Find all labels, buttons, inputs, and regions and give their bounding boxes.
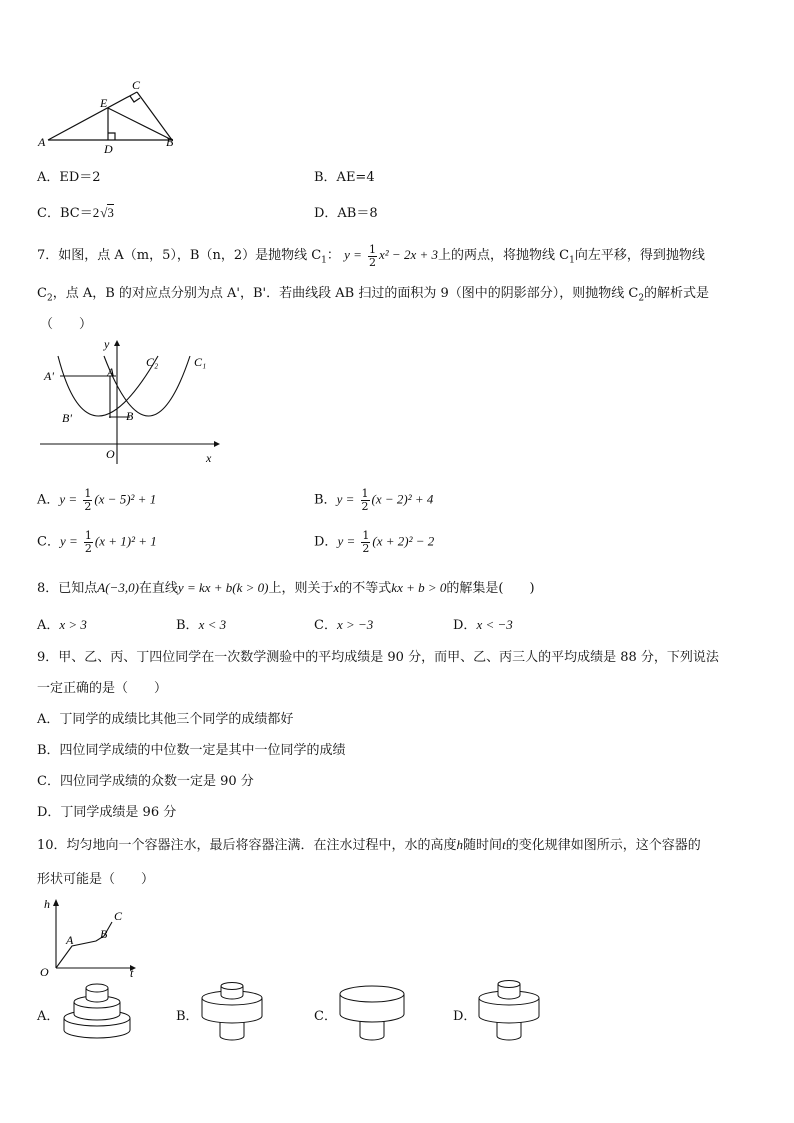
water-level-graph — [36, 896, 141, 978]
q8-option-a[interactable]: A．x > 3 — [37, 617, 87, 633]
q8-stem: 8．已知点A(−3,0)在直线y = kx + b(k > 0)上，则关于x的不等式kx + b > 0的解集是( ) — [37, 580, 535, 596]
q8-option-d[interactable]: D．x < −3 — [453, 617, 513, 633]
q7-paren: （ ） — [40, 317, 93, 332]
q10-option-b[interactable]: B． — [176, 1009, 199, 1024]
q7-half-fraction: $\frac{1}{2}$ — [369, 242, 376, 269]
q10-point-a: A — [66, 933, 74, 947]
q10-option-c[interactable]: C． — [314, 1009, 337, 1024]
q7-origin: O — [106, 447, 115, 461]
q10-axis-t: t — [130, 966, 134, 978]
q6-option-c-value: 2 — [92, 205, 100, 220]
q7-stem-line2: $C_2$，点 A，B 的对应点分别为点 A'，B'．若曲线段 AB 扫过的面积为 9（图中的阴影部分），则抛物线 $C_2$的解析式是 — [37, 286, 710, 304]
q8-option-c[interactable]: C．x > −3 — [314, 617, 374, 633]
label-a: A — [38, 135, 46, 149]
container-b-icon — [200, 982, 265, 1044]
label-e: E — [100, 96, 108, 110]
q7-eq-rest: x² − 2x + 3 — [379, 247, 438, 262]
q7-axis-y: y — [104, 338, 110, 351]
q9-stem-line1: 9．甲、乙、丙、丁四位同学在一次数学测验中的平均成绩是 90 分，而甲、乙、丙三人的平均成绩是 88 分，下列说法 — [37, 650, 719, 665]
parabola-figure — [38, 338, 223, 466]
q7-label-c2: C₂ — [146, 355, 159, 369]
q7-stem-line1: 7．如图，点 A（m，5），B（n，2）是抛物线 $C_1$： y = $\frac{1}{2}$ x² − 2x + 3上的两点，将抛物线 $C_1$向左平移，得到抛物线 — [37, 242, 705, 269]
q6-option-d[interactable]: D．AB＝8 — [314, 206, 378, 221]
q10-axis-h: h — [44, 897, 50, 911]
q7-option-d[interactable]: D．y = $\frac{1}{2}$ (x + 2)² − 2 — [314, 529, 435, 555]
q7-axis-x: x — [206, 451, 212, 465]
q6-option-b[interactable]: B．AE=4 — [314, 170, 375, 185]
q6-option-c[interactable]: C．BC＝2√3 — [37, 205, 114, 221]
q7-option-a[interactable]: A．y = $\frac{1}{2}$ (x − 5)² + 1 — [37, 487, 157, 513]
label-d: D — [104, 142, 113, 156]
triangle-figure — [36, 76, 186, 156]
q7-label-a: A — [107, 365, 115, 379]
q7-label-bp: B' — [62, 411, 72, 425]
q10-option-a[interactable]: A． — [37, 1009, 60, 1024]
label-b: B — [166, 135, 174, 149]
q7-label-c1: C₁ — [194, 355, 207, 369]
q7-option-b[interactable]: B．y = $\frac{1}{2}$ (x − 2)² + 4 — [314, 487, 434, 513]
q10-stem-line2: 形状可能是（ ） — [37, 872, 155, 887]
q10-point-c: C — [114, 909, 123, 923]
q10-origin: O — [40, 965, 49, 978]
container-c-icon — [338, 982, 406, 1044]
q9-option-c[interactable]: C．四位同学成绩的众数一定是 90 分 — [37, 774, 254, 789]
q7-eq-y: y = — [344, 247, 362, 262]
q7-label-ap: A' — [44, 369, 54, 383]
label-c: C — [132, 78, 141, 92]
q8-option-b[interactable]: B．x < 3 — [176, 617, 227, 633]
q9-option-a[interactable]: A．丁同学的成绩比其他三个同学的成绩都好 — [37, 712, 294, 727]
q7-label-b: B — [126, 409, 134, 423]
q6-option-c-root: 3 — [107, 205, 114, 220]
container-d-icon — [477, 980, 542, 1044]
q9-option-d[interactable]: D．丁同学成绩是 96 分 — [37, 805, 177, 820]
q9-stem-line2: 一定正确的是（ ） — [37, 681, 168, 696]
q7-option-c[interactable]: C．y = $\frac{1}{2}$ (x + 1)² + 1 — [37, 529, 157, 555]
q6-option-a[interactable]: A．ED＝2 — [37, 170, 101, 185]
q10-point-b: B — [100, 927, 108, 941]
q10-option-d[interactable]: D． — [453, 1009, 477, 1024]
container-a-icon — [62, 982, 132, 1044]
q10-stem-line1: 10．均匀地向一个容器注水，最后将容器注满．在注水过程中，水的高度h随时间t的变化规律如图所示，这个容器的 — [37, 837, 701, 853]
q9-option-b[interactable]: B．四位同学成绩的中位数一定是其中一位同学的成绩 — [37, 743, 346, 758]
q6-option-c-prefix: C．BC＝ — [37, 206, 93, 221]
